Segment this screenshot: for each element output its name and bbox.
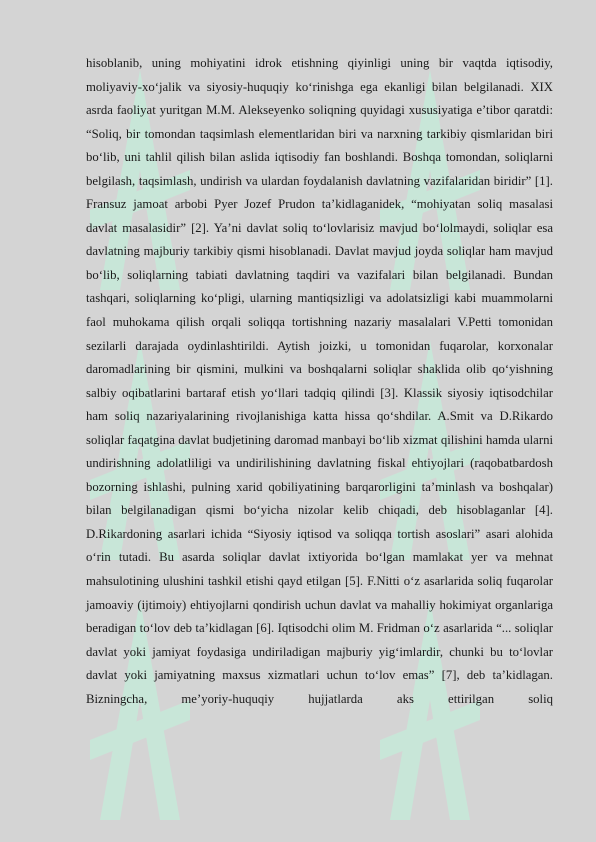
paragraph: hisoblanib, uning mohiyatini idrok etishning qiyinligi uning bir vaqtda iqtisodiy, moliyaviy-xo‘jalik va siyosiy-huquqiy ko‘rinishga ega ekanligi bilan belgilanadi. XIX asrda faoliyat yuritgan M.M. Alekseyenko soliqning quyidagi xususiyatiga e’tibor qaratdi: “Soliq, bir tomondan taqsimlash elementlaridan biri va narxning tarkibiy qismlaridan biri bo‘lib, uni tahlil qilish bilan aslida iqtisodiy fan boshlandi. Boshqa tomondan, soliqlarni belgilash, taqsimlash, undirish va ulardan foydalanish davlatning vazifalaridan biridir” [1]. Fransuz jamoat arbobi Pyer Jozef Prudon ta’kidlaganidek, “mohiyatan soliq masalasi davlat masalasidir” [2]. Ya’ni davlat soliq to‘lovlarisiz mavjud bo‘lolmaydi, soliqlar esa davlatning majburiy tarkibiy qismi hisoblanadi. Davlat mavjud joyda soliqlar ham mavjud bo‘lib, soliqlarning tabiati davlatning taqdiri va vazifalari bilan belgilanadi. Bundan tashqari, soliqlarning ko‘pligi, ularning mantiqsizligi va adolatsizligi kabi muammolarni faol muhokama qilish orqali soliqqa tortishning nazariy masalalari V.Petti tomonidan sezilarli darajada oydinlashtirildi. Aytish joizki, u tomonidan fuqarolar, korxonalar daromadlarining bir qismini, mulkini va boshqalarni soliqlar shaklida olib qo‘yishning salbiy oqibatlarini bartaraf etish yo‘llari tadqiq qilindi [3]. Klassik siyosiy iqtisodchilar ham soliq nazariyalarining rivojlanishiga katta hissa qo‘shdilar. A.Smit va D.Rikardo soliqlar faqatgina davlat budjetining daromad manbayi bo‘lib xizmat qilishini hamda ularni undirishning adolatliligi va undirilishining davlatning fiskal ehtiyojlari (raqobatbardosh bozorning ishlashi, pulning xarid qobiliyatining barqarorligini ta’minlash va boshqalar) bilan belgilanadigan qismi bo‘yicha nizolar kelib chiqadi, deb hisoblaganlar [4]. D.Rikardoning asarlari ichida “Siyosiy iqtisod va soliqqa tortish asoslari” asari alohida o‘rin tutadi. Bu asarda soliqlar davlat ixtiyorida bo‘lgan mamlakat yer va mehnat mahsulotining ulushini tashkil etishi qayd etilgan [5]. F.Nitti o‘z asarlarida soliq fuqarolar jamoaviy (ijtimoiy) ehtiyojlarni qondirish uchun davlat va mahalliy hokimiyat organlariga beradigan to‘lov deb ta’kidlagan [6]. Iqtisodchi olim M. Fridman o‘z asarlarida “... soliqlar davlat yoki jamiyat foydasiga undiriladigan majburiy yig‘imlardir, chunki bu to‘lovlar davlat yoki jamiyatning maxsus xizmatlari uchun to‘lov emas” [7], deb ta’kidlagan. Bizningcha, me’yoriy-huquqiy hujjatlarda aks ettirilgan soliq [86,56,553,706]
body-text [86,52,553,735]
